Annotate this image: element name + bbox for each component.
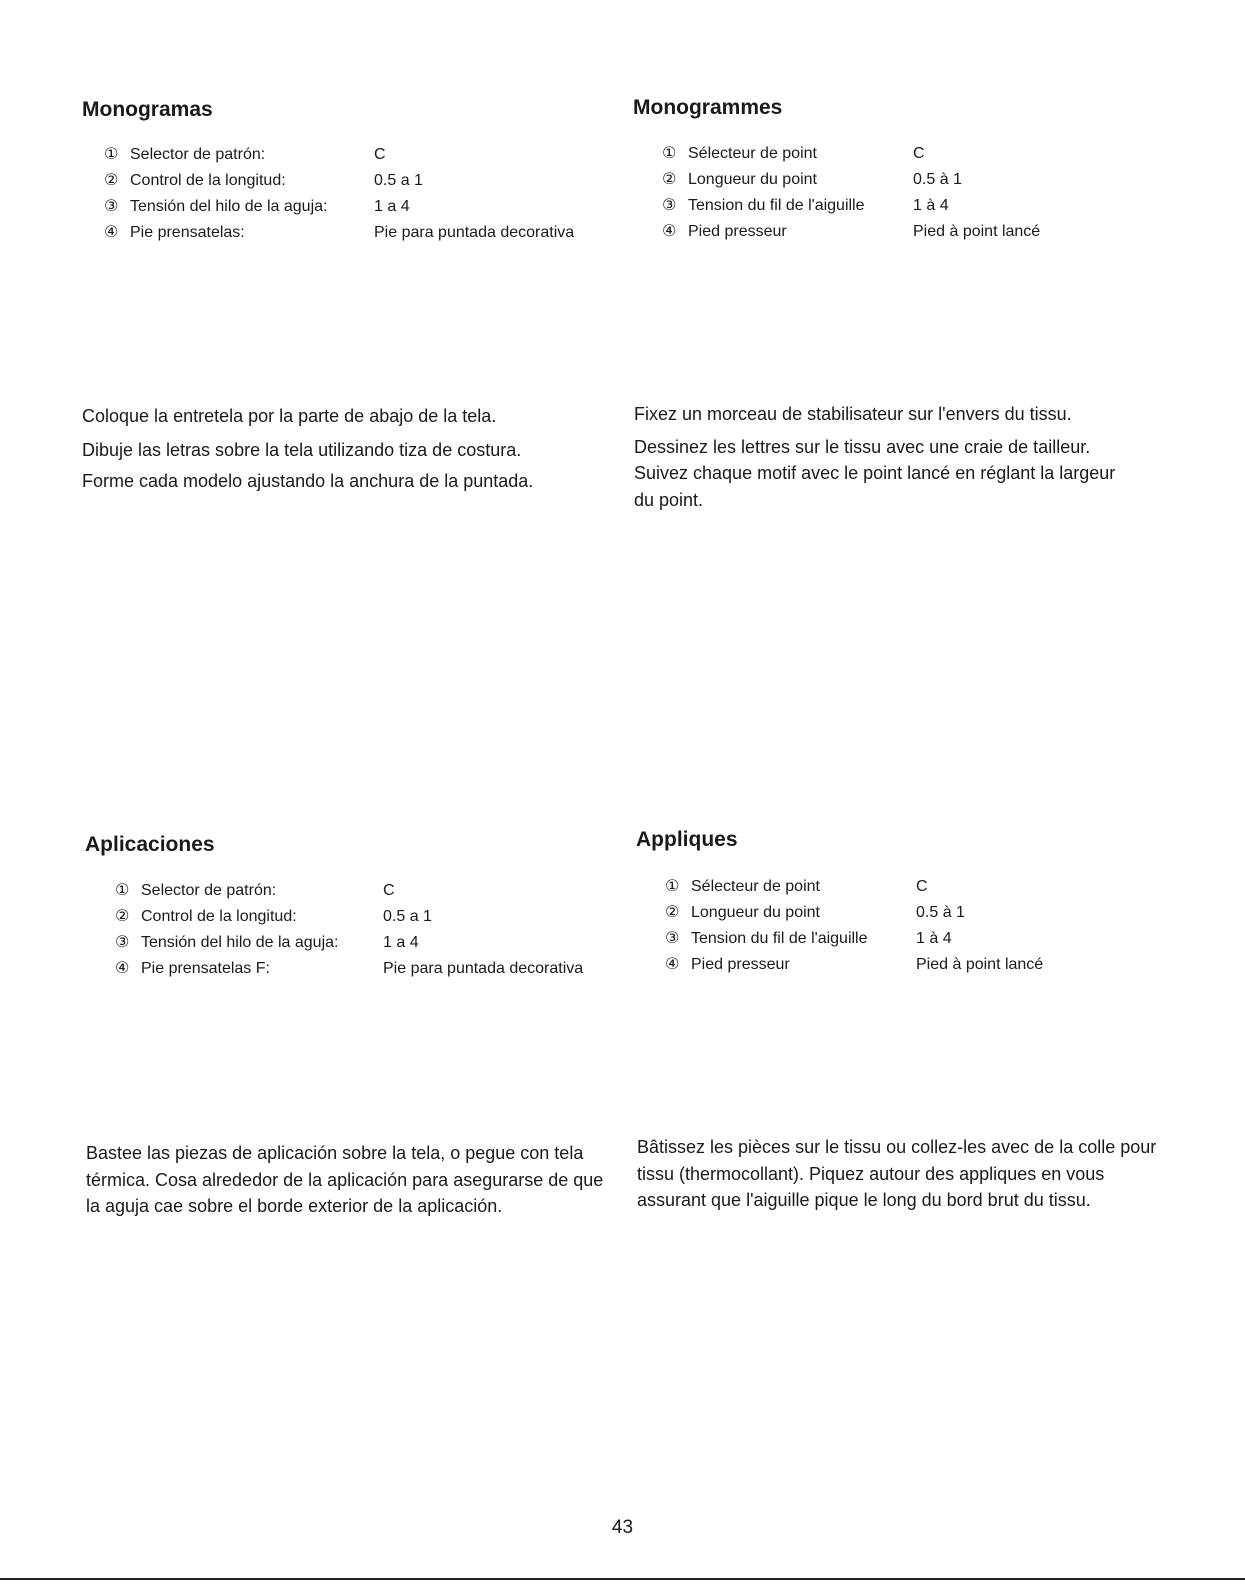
setting-value: Pied à point lancé xyxy=(913,223,1041,240)
monogrammes-paragraph-1: Fixez un morceau de stabilisateur sur l'envers du tissu. xyxy=(634,404,1072,424)
monogramas-settings xyxy=(104,142,624,246)
setting-label: Sélecteur de point xyxy=(691,878,820,895)
setting-row xyxy=(662,141,1202,167)
circled-number-3: ③ xyxy=(115,934,130,951)
setting-row xyxy=(104,142,624,168)
setting-label: Tensión del hilo de la aguja: xyxy=(130,198,328,215)
bottom-rule xyxy=(0,1578,1245,1580)
appliques-settings xyxy=(665,874,1205,978)
setting-row xyxy=(665,952,1205,978)
setting-value: C xyxy=(374,146,386,163)
circled-number-2: ② xyxy=(115,908,130,925)
setting-value: Pie para puntada decorativa xyxy=(374,224,575,241)
aplicaciones-heading: Aplicaciones xyxy=(85,833,215,856)
setting-value: 1 à 4 xyxy=(916,930,952,947)
monogramas-heading: Monogramas xyxy=(82,98,213,121)
setting-row xyxy=(662,193,1202,219)
setting-row xyxy=(104,194,624,220)
setting-label: Control de la longitud: xyxy=(130,172,286,189)
setting-value: C xyxy=(916,878,928,895)
circled-number-4: ④ xyxy=(115,960,130,977)
circled-number-4: ④ xyxy=(104,224,119,241)
setting-row xyxy=(115,904,635,930)
monogrammes-paragraph-2: Dessinez les lettres sur le tissu avec une craie de tailleur. xyxy=(634,437,1091,457)
monogramas-paragraph-2: Dibuje las letras sobre la tela utilizando tiza de costura. xyxy=(82,440,522,460)
circled-number-2: ② xyxy=(104,172,119,189)
setting-row xyxy=(665,900,1205,926)
circled-number-3: ③ xyxy=(665,930,680,947)
setting-row xyxy=(662,219,1202,245)
circled-number-3: ③ xyxy=(104,198,119,215)
circled-number-4: ④ xyxy=(665,956,680,973)
setting-row xyxy=(115,930,635,956)
aplicaciones-paragraph: Bastee las piezas de aplicación sobre la tela, o pegue con tela térmica. Cosa alrededor de la aplicación para asegurarse de que la aguja cae sobre el borde exterior de la aplicación. xyxy=(86,1143,604,1216)
setting-label: Pied presseur xyxy=(691,956,790,973)
setting-value: 1 a 4 xyxy=(383,934,419,951)
setting-value: C xyxy=(383,882,395,899)
setting-row xyxy=(665,874,1205,900)
setting-value: 1 à 4 xyxy=(913,197,949,214)
monogramas-paragraph-1: Coloque la entretela por la parte de abajo de la tela. xyxy=(82,406,497,426)
circled-number-4: ④ xyxy=(662,223,677,240)
circled-number-1: ① xyxy=(104,146,119,163)
setting-value: Pied à point lancé xyxy=(916,956,1044,973)
appliques-paragraph: Bâtissez les pièces sur le tissu ou collez-les avec de la colle pour tissu (thermocollant). Piquez autour des appliques en vous assurant que l'aiguille pique le long du bord brut du tissu. xyxy=(637,1137,1157,1210)
setting-value: 0.5 à 1 xyxy=(916,904,965,921)
setting-value: 0.5 a 1 xyxy=(374,172,423,189)
setting-label: Pie prensatelas: xyxy=(130,224,245,241)
setting-row xyxy=(104,168,624,194)
setting-label: Longueur du point xyxy=(688,171,817,188)
circled-number-1: ① xyxy=(115,882,130,899)
setting-row xyxy=(662,167,1202,193)
setting-label: Tensión del hilo de la aguja: xyxy=(141,934,339,951)
setting-label: Selector de patrón: xyxy=(141,882,277,899)
setting-label: Longueur du point xyxy=(691,904,820,921)
monogramas-paragraph-3: Forme cada modelo ajustando la anchura de la puntada. xyxy=(82,471,534,491)
appliques-heading: Appliques xyxy=(636,828,738,851)
circled-number-2: ② xyxy=(662,171,677,188)
setting-label: Tension du fil de l'aiguille xyxy=(688,197,865,214)
monogrammes-heading: Monogrammes xyxy=(633,96,783,119)
setting-row xyxy=(665,926,1205,952)
monogrammes-paragraph-3: Suivez chaque motif avec le point lancé en réglant la largeur du point. xyxy=(634,463,1116,510)
circled-number-1: ① xyxy=(662,145,677,162)
circled-number-3: ③ xyxy=(662,197,677,214)
setting-value: C xyxy=(913,145,925,162)
setting-value: 0.5 à 1 xyxy=(913,171,962,188)
circled-number-1: ① xyxy=(665,878,680,895)
setting-label: Selector de patrón: xyxy=(130,146,266,163)
setting-label: Tension du fil de l'aiguille xyxy=(691,930,868,947)
circled-number-2: ② xyxy=(665,904,680,921)
setting-label: Pie prensatelas F: xyxy=(141,960,270,977)
setting-row xyxy=(115,878,635,904)
setting-value: Pie para puntada decorativa xyxy=(383,960,584,977)
setting-row xyxy=(115,956,635,982)
monogrammes-settings xyxy=(662,141,1202,245)
setting-label: Pied presseur xyxy=(688,223,787,240)
setting-label: Sélecteur de point xyxy=(688,145,817,162)
setting-value: 0.5 a 1 xyxy=(383,908,432,925)
aplicaciones-settings xyxy=(115,878,635,982)
setting-label: Control de la longitud: xyxy=(141,908,297,925)
page-number: 43 xyxy=(611,1517,634,1538)
setting-value: 1 a 4 xyxy=(374,198,410,215)
setting-row xyxy=(104,220,624,246)
